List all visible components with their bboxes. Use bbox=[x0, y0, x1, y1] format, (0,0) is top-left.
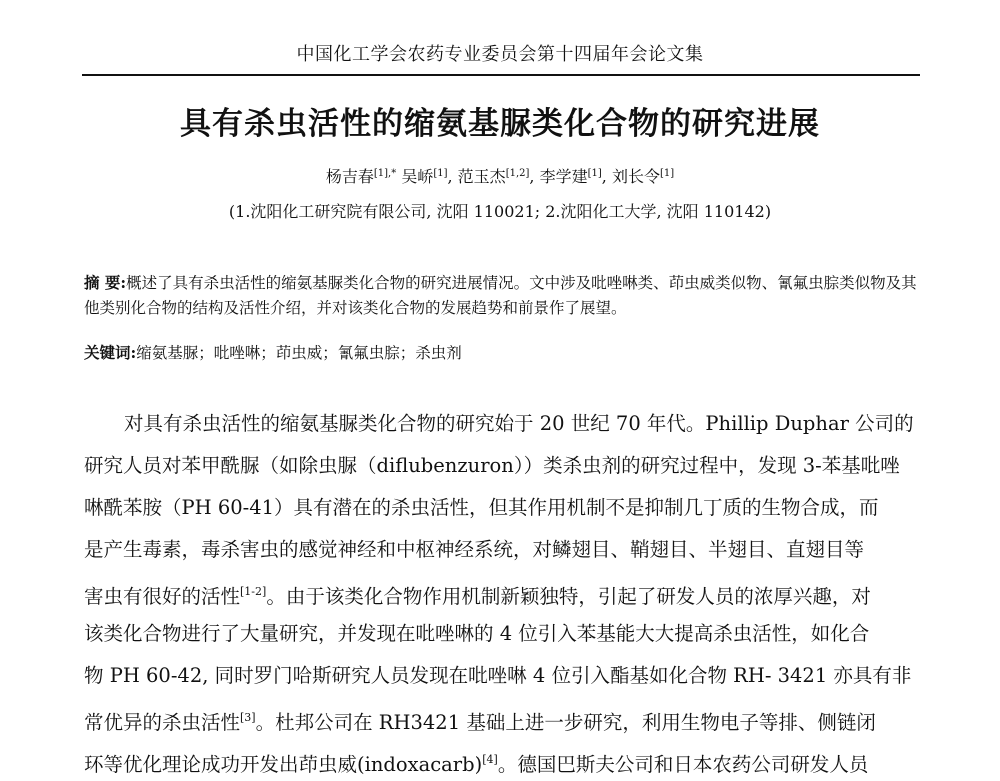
citation: [1-2] bbox=[240, 585, 267, 598]
keywords-label: 关键词: bbox=[84, 343, 137, 362]
keywords-text: 缩氨基脲；吡唑啉；茚虫威；氰氟虫腙；杀虫剂 bbox=[136, 344, 462, 362]
header-rule bbox=[82, 74, 920, 76]
abstract-text: 概述了具有杀虫活性的缩氨基脲类化合物的研究进展情况。文中涉及吡唑啉类、茚虫威类似物、氰氟虫腙类似物及其他类别化合物的结构及活性介绍，并对该类化合物的发展趋势和前景作了展望。 bbox=[84, 274, 917, 317]
abstract-label: 摘 要: bbox=[84, 273, 127, 292]
affiliation: (1.沈阳化工研究院有限公司, 沈阳 110021; 2.沈阳化工大学, 沈阳 110142) bbox=[228, 202, 772, 221]
author-name: 刘长令 bbox=[611, 167, 660, 186]
author-affil-mark: [1],* bbox=[373, 168, 397, 179]
author-name: 杨吉春 bbox=[325, 167, 374, 186]
author-name: 吴峤 bbox=[401, 167, 434, 186]
body-line: 啉酰苯胺（PH 60-41）具有潜在的杀虫活性，但其作用机制不是抑制几丁质的生物合成，而 bbox=[84, 496, 879, 519]
author-name: 范玉杰 bbox=[457, 167, 506, 186]
body-line: 害虫有很好的活性[1-2]。由于该类化合物作用机制新颖独特，引起了研发人员的浓厚兴趣，对 bbox=[84, 585, 871, 608]
author-name: 李学建 bbox=[539, 167, 588, 186]
body-line: 该类化合物进行了大量研究，并发现在吡唑啉的 4 位引入苯基能大大提高杀虫活性，如化合 bbox=[84, 622, 870, 645]
citation: [3] bbox=[240, 711, 256, 724]
body-line: 是产生毒素，毒杀害虫的感觉神经和中枢神经系统，对鳞翅目、鞘翅目、半翅目、直翅目等 bbox=[84, 538, 865, 561]
body-paragraph bbox=[84, 403, 924, 781]
body-line: 环等优化理论成功开发出茚虫威(indoxacarb)[4]。德国巴斯夫公司和日本农药公司研发人员 bbox=[84, 753, 869, 776]
body-line: 常优异的杀虫活性[3]。杜邦公司在 RH3421 基础上进一步研究，利用生物电子等排、侧链闭 bbox=[84, 711, 876, 734]
body-line: 研究人员对苯甲酰脲（如除虫脲（diflubenzuron））类杀虫剂的研究过程中，发现 3-苯基吡唑 bbox=[84, 454, 900, 477]
running-header: 中国化工学会农药专业委员会第十四届年会论文集 bbox=[296, 44, 704, 65]
body-line: 对具有杀虫活性的缩氨基脲类化合物的研究始于 20 世纪 70 年代。Phillip Duphar 公司的 bbox=[124, 412, 914, 435]
abstract bbox=[84, 270, 924, 321]
author-affil-mark: [1] bbox=[433, 168, 448, 179]
author-list: 杨吉春$^{[1],*}$ 吴峤[1], 范玉杰[1,2], 李学建[1], 刘长令[1] bbox=[325, 167, 675, 186]
author-affil-mark: [1] bbox=[587, 168, 602, 179]
author-affil-mark: [1] bbox=[659, 168, 675, 179]
keywords bbox=[84, 341, 924, 363]
paper-title: 具有杀虫活性的缩氨基脲类化合物的研究进展 bbox=[180, 106, 820, 142]
author-affil-mark: [1,2] bbox=[505, 168, 530, 179]
citation: [4] bbox=[482, 753, 498, 766]
body-line: 物 PH 60-42, 同时罗门哈斯研究人员发现在吡唑啉 4 位引入酯基如化合物 RH- 3421 亦具有非 bbox=[84, 664, 912, 687]
